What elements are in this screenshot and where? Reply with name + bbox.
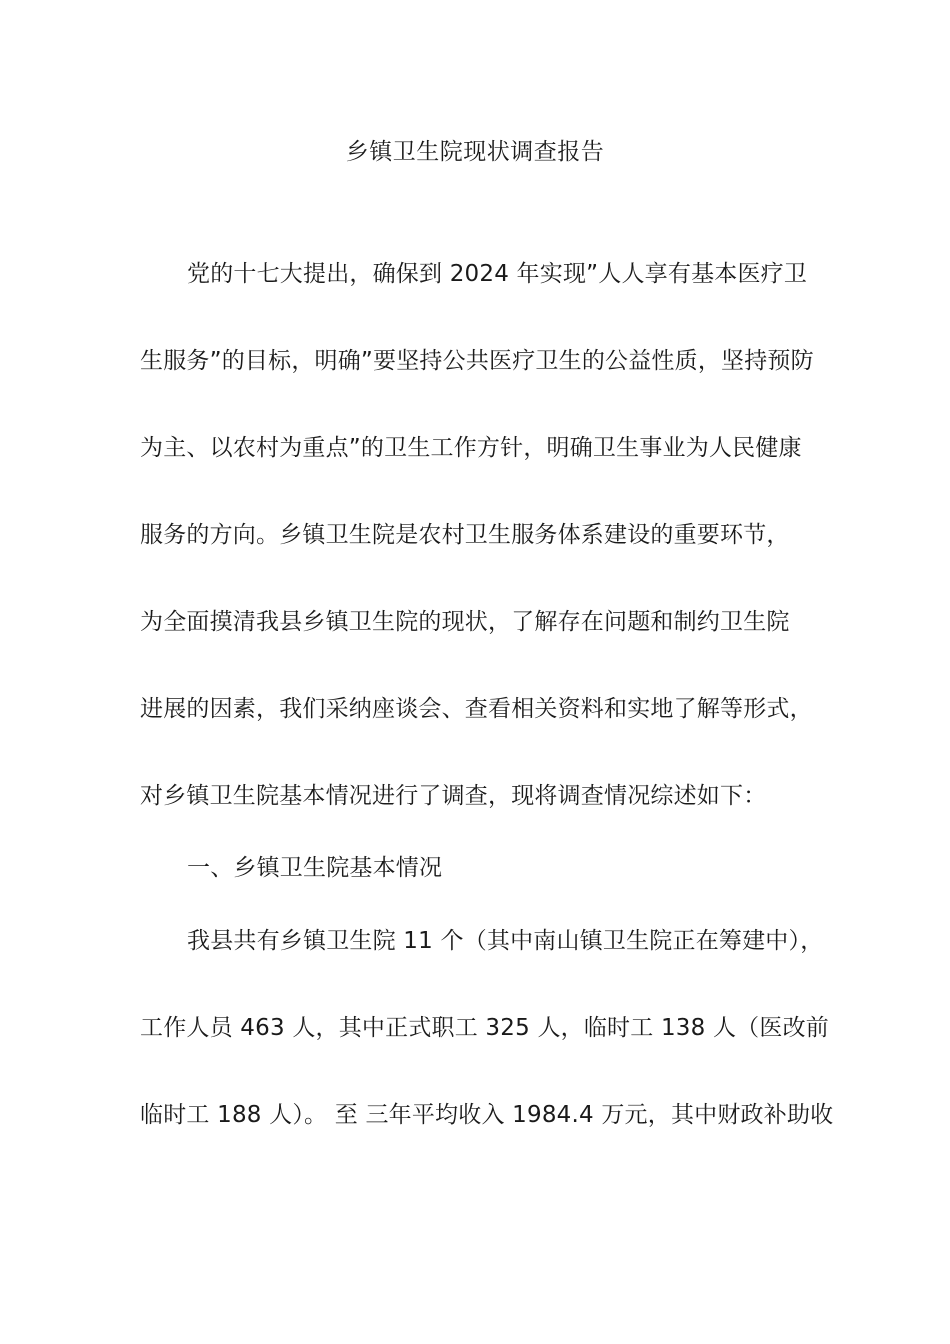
paragraph-line: 服务的方向。乡镇卫生院是农村卫生服务体系建设的重要环节， [140,522,790,548]
paragraph-line: 进展的因素，我们采纳座谈会、查看相关资料和实地了解等形式， [140,696,813,722]
paragraph-line: 党的十七大提出，确保到 2024 年实现”人人享有基本医疗卫 [187,261,808,287]
paragraph-line: 对乡镇卫生院基本情况进行了调查，现将调查情况综述如下： [140,783,767,809]
paragraph-line: 为主、以农村为重点”的卫生工作方针，明确卫生事业为人民健康 [140,435,802,461]
paragraph-line: 生服务”的目标，明确”要坚持公共医疗卫生的公益性质，坚持预防 [140,348,814,374]
paragraph-line: 我县共有乡镇卫生院 11 个（其中南山镇卫生院正在筹建中）， [187,928,824,954]
section-heading: 一、乡镇卫生院基本情况 [187,855,443,881]
document-title: 乡镇卫生院现状调查报告 [345,139,605,165]
paragraph-line: 工作人员 463 人，其中正式职工 325 人，临时工 138 人（医改前 [140,1015,829,1041]
paragraph-line: 为全面摸清我县乡镇卫生院的现状，了解存在问题和制约卫生院 [140,609,790,635]
paragraph-line: 临时工 188 人）。 至 三年平均收入 1984.4 万元，其中财政补助收 [140,1102,834,1128]
